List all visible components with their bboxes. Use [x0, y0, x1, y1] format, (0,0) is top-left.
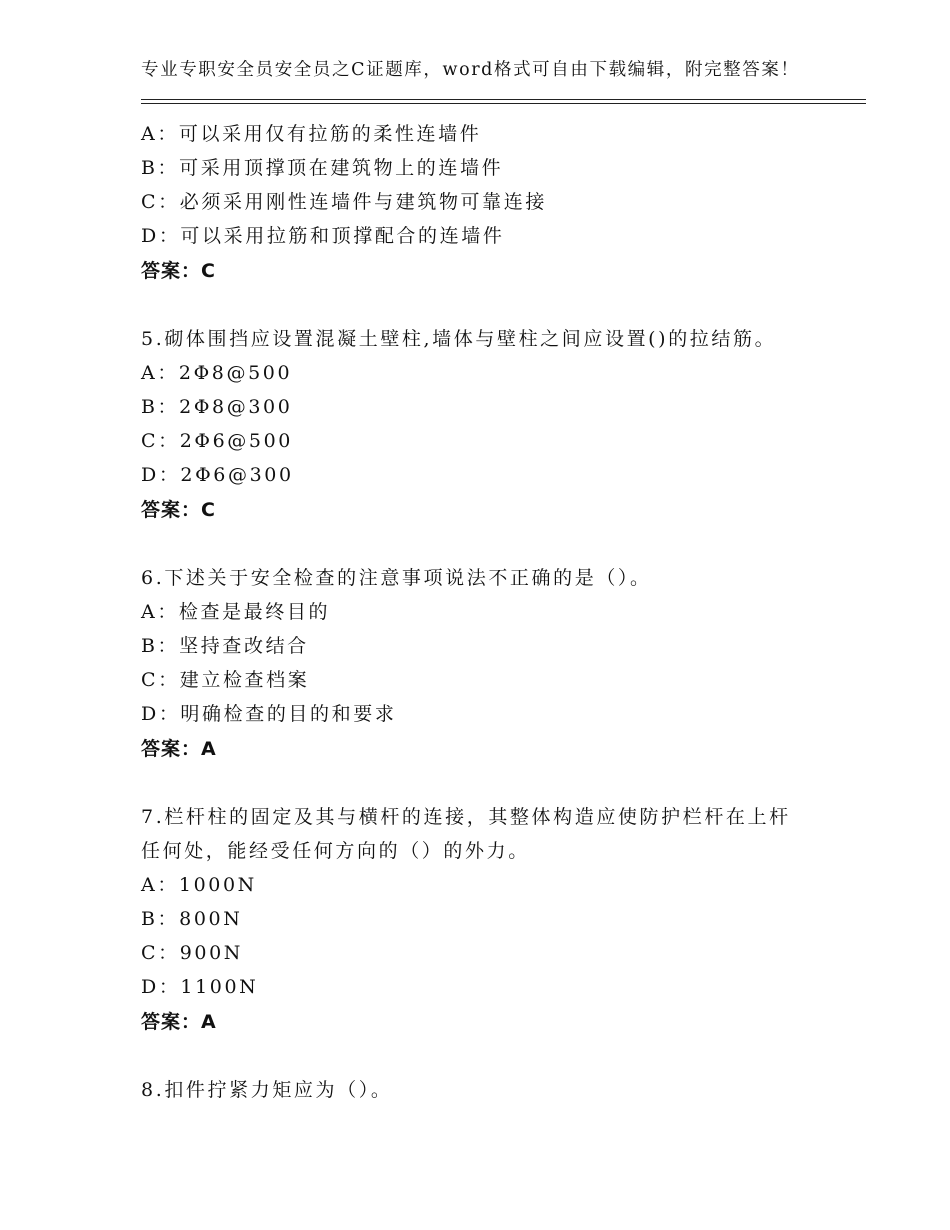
q8-question: 8.扣件拧紧力矩应为（）。: [141, 1079, 393, 1101]
q5-question: 5.砌体围挡应设置混凝土壁柱,墙体与壁柱之间应设置()的拉结筋。: [141, 328, 777, 350]
q7-option-a: A：1000N: [141, 874, 257, 896]
q6-option-a: A：检查是最终目的: [141, 601, 331, 623]
q4-option-c: C：必须采用刚性连墙件与建筑物可靠连接: [141, 191, 547, 213]
q4-option-a: A：可以采用仅有拉筋的柔性连墙件: [141, 123, 482, 145]
q7-answer: 答案：A: [141, 1011, 217, 1033]
q7-question-line1: 7.栏杆柱的固定及其与横杆的连接，其整体构造应使防护栏杆在上杆: [141, 806, 791, 828]
q7-option-d: D：1100N: [141, 976, 259, 998]
q5-answer: 答案：C: [141, 499, 216, 521]
q6-option-c: C：建立检查档案: [141, 669, 310, 691]
q6-answer: 答案：A: [141, 738, 217, 760]
page-header: 专业专职安全员安全员之C证题库，word格式可自由下载编辑，附完整答案！: [141, 60, 800, 80]
q6-option-d: D：明确检查的目的和要求: [141, 703, 397, 725]
q5-option-b: B：2Φ8@300: [141, 396, 293, 418]
header-rule-bottom: [141, 103, 866, 104]
q4-option-d: D：可以采用拉筋和顶撑配合的连墙件: [141, 225, 505, 247]
q6-option-b: B：坚持查改结合: [141, 635, 309, 657]
q4-option-b: B：可采用顶撑顶在建筑物上的连墙件: [141, 157, 504, 179]
q7-question-line2: 任何处，能经受任何方向的（）的外力。: [141, 840, 530, 862]
q7-option-b: B：800N: [141, 908, 243, 930]
header-rule-top: [141, 99, 866, 100]
q4-answer: 答案：C: [141, 260, 216, 282]
q5-option-a: A：2Φ8@500: [141, 362, 293, 384]
q5-option-d: D：2Φ6@300: [141, 464, 294, 486]
q7-option-c: C：900N: [141, 942, 244, 964]
q5-option-c: C：2Φ6@500: [141, 430, 293, 452]
q6-question: 6.下述关于安全检查的注意事项说法不正确的是（）。: [141, 567, 652, 589]
